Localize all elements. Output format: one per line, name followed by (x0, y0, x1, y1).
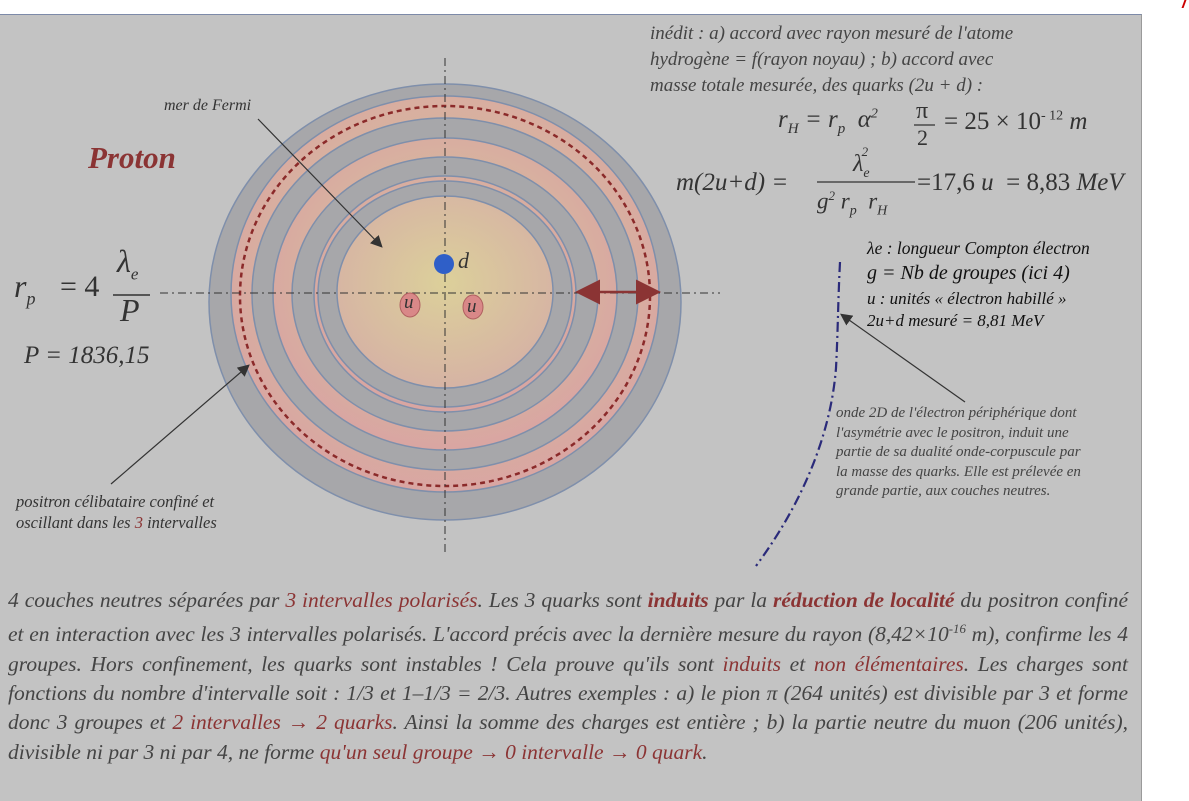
rp-formula: $r_p$ (14, 268, 36, 309)
inedit-line3: masse totale mesurée, des quarks (2u + d) : (650, 75, 984, 96)
legend (867, 236, 1090, 333)
rh-pi: π (916, 98, 929, 124)
inedit-line1: inédit : a) accord avec rayon mesuré de l'atome (650, 23, 1014, 44)
legend-line1: λe : longueur Compton électron (867, 238, 1090, 258)
positron-arrow (111, 366, 248, 484)
rp-P: P (120, 292, 140, 328)
onde-line3: partie de sa dualité onde-corpuscule par (836, 444, 1081, 460)
quark-u-left-label: u (404, 292, 414, 313)
mass-denominator: $g^2$ $r_p$ $r_H$ (817, 188, 888, 219)
fermi-sea-label: mer de Fermi (164, 97, 252, 114)
electron-wave (756, 262, 840, 566)
rh-equation: $r_H = r_p$ $\alpha^2$ (778, 106, 878, 137)
positron-label (16, 491, 217, 533)
positron-label-line1: positron célibataire confiné et (16, 492, 215, 511)
legend-line2: g = Nb de groupes (ici 4) (867, 262, 1070, 284)
inedit-note (650, 21, 1110, 99)
onde-line2: l'asymétrie avec le positron, induit une (836, 424, 1069, 441)
rh-value: = $25 \times 10^{- 12}$ m (944, 108, 1088, 135)
rh-two: 2 (917, 125, 928, 150)
quark-d-label: d (458, 248, 469, 273)
mass-lambda: $\lambda_e^2$ (853, 144, 870, 181)
onde-note (836, 404, 1136, 502)
onde-line1: onde 2D de l'électron périphérique dont (836, 405, 1077, 421)
quark-u-right-label: u (467, 296, 477, 317)
rp-lambda: $\lambda_e$ (117, 243, 139, 284)
quark-d (434, 254, 454, 274)
mass-value: =17,6 u = 8,83 MeV (917, 169, 1124, 196)
page-title: Proton (88, 140, 176, 175)
positron-label-line2: oscillant dans les 3 intervalles (16, 513, 217, 532)
inedit-line2: hydrogène = f(rayon noyau) ; b) accord avec (650, 49, 994, 70)
legend-line4: 2u+d mesuré = 8,81 MeV (867, 311, 1044, 330)
explanation-paragraph: 4 couches neutres séparées par 3 intervalles polarisés. Les 3 quarks sont induits par la réduction de localité du positron confiné et en interaction avec les 3 intervalles polarisés. L'accord précis avec la dernière mesure du rayon ($8,42\times 10^{-16}$ m), confirme les 4 groupes. Hors confinement, les quarks sont instables ! Cela prouve qu'ils sont induits et non élémentaires. Les charges sont fonctions du nombre d'intervalle soit : 1/3 et 1–1/3 = 2/3. Autres exemples : a) le pion π (264 unités) est divisible par 3 et forme donc 3 groupes et 2 intervalles → 2 quarks. Ainsi la somme des charges est entière ; b) la partie neutre du muon (206 unités), divisible ni par 3 ni par 4, ne forme qu'un seul groupe → 0 intervalle → 0 quark. (8, 588, 1129, 764)
mass-equation: m(2u+d) = (676, 169, 789, 196)
legend-line3: u : unités « électron habillé » (867, 289, 1067, 308)
onde-line5: grande partie, aux couches neutres. (836, 483, 1051, 499)
p-value: P = 1836,15 (24, 342, 150, 369)
onde-line4: la masse des quarks. Elle est prélevée en (836, 463, 1081, 480)
rp-equals: = 4 (60, 270, 100, 303)
